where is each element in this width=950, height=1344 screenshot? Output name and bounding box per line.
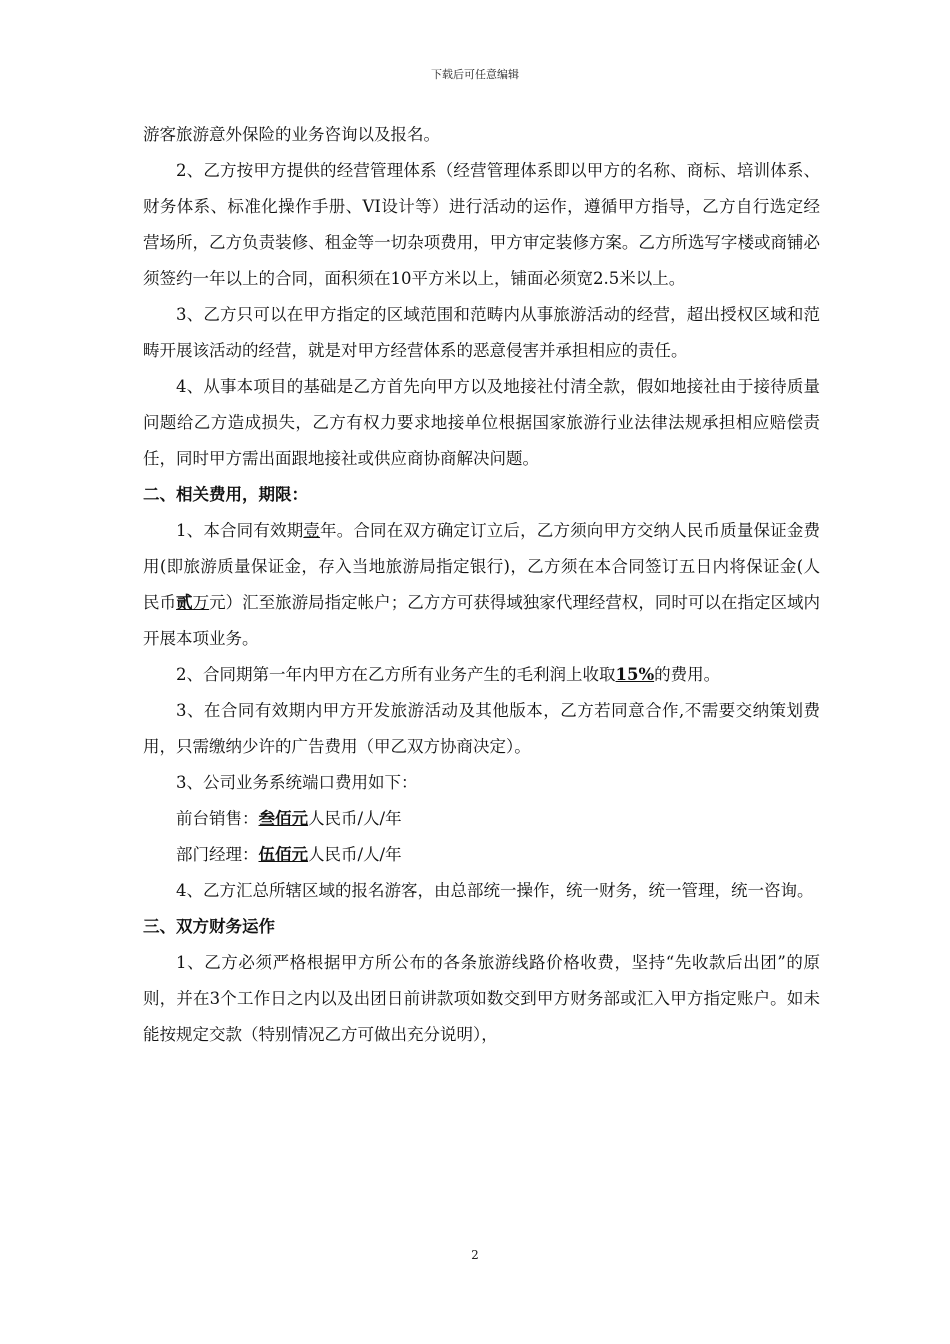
fee-manager-value: 伍佰元 [258,845,308,864]
document-body [143,117,820,1053]
fee-1-text-c: 元）汇至旅游局指定帐户；乙方方可获得域独家代理经营权，同时可以在指定区域内开展本项业务。 [143,593,821,648]
fee-manager-unit: 人民币/人/年 [308,845,402,864]
fee-1-text-a: 1、本合同有效期 [176,521,304,540]
deposit-amount-unit: 万 [192,593,210,612]
fee-1-text-b: 年。合同在双方确定订立后，乙方须向甲方交纳人民币质量保证金费用(即旅游质量保证金，存入当地旅游局指定银行)，乙方须在本合同签订五日内将保证金(人民币 [143,521,821,612]
fee-row-front-desk [143,801,820,837]
page-header: 下载后可任意编辑 [431,68,519,81]
fee-front-desk-label: 前台销售： [176,809,259,828]
paragraph-fee-4: 4、乙方汇总所辖区域的报名游客，由总部统一操作，统一财务，统一管理，统一咨询。 [176,881,814,900]
section-heading-fees: 二、相关费用，期限： [143,485,308,504]
paragraph-fee-3: 3、在合同有效期内甲方开发旅游活动及其他版本，乙方若同意合作,不需要交纳策划费用，只需缴纳少许的广告费用（甲乙双方协商决定）。 [143,701,820,756]
fee-front-desk-unit: 人民币/人/年 [308,809,402,828]
fee-front-desk-value: 叁佰元 [258,809,308,828]
paragraph-intro: 游客旅游意外保险的业务咨询以及报名。 [143,125,440,144]
fee-2-text-a: 2、合同期第一年内甲方在乙方所有业务产生的毛利润上收取 [176,665,616,684]
paragraph-fee-3b: 3、公司业务系统端口费用如下： [176,773,418,792]
paragraph-fee-2 [143,657,820,693]
deposit-amount-bold: 贰 [176,593,193,612]
paragraph-finance-1: 1、乙方必须严格根据甲方所公布的各条旅游线路价格收费，坚持“先收款后出团”的原则，并在3个工作日之内以及出团日前讲款项如数交到甲方财务部或汇入甲方指定账户。如未能按规定交款（特别情况乙方可做出充分说明）， [143,953,820,1044]
fee-manager-label: 部门经理： [176,845,259,864]
fee-2-text-b: 的费用。 [654,665,721,684]
fee-row-manager [143,837,820,873]
paragraph-clause-4: 4、从事本项目的基础是乙方首先向甲方以及地接社付清全款，假如地接社由于接待质量问题给乙方造成损失，乙方有权力要求地接单位根据国家旅游行业法律法规承担相应赔偿责任，同时甲方需出面跟地接社或供应商协商解决问题。 [143,377,820,468]
paragraph-clause-2: 2、乙方按甲方提供的经营管理体系（经营管理体系即以甲方的名称、商标、培训体系、财务体系、标准化操作手册、VI设计等）进行活动的运作，遵循甲方指导，乙方自行选定经营场所，乙方负责装修、租金等一切杂项费用，甲方审定装修方案。乙方所选写字楼或商铺必须签约一年以上的合同，面积须在10平方米以上，铺面必须宽2.5米以上。 [143,161,820,288]
contract-term: 壹 [303,521,321,540]
profit-percentage: 15% [615,665,655,684]
section-heading-finance: 三、双方财务运作 [143,917,275,936]
paragraph-clause-3: 3、乙方只可以在甲方指定的区域范围和范畴内从事旅游活动的经营，超出授权区域和范畴开展该活动的经营，就是对甲方经营体系的恶意侵害并承担相应的责任。 [143,305,820,360]
paragraph-fee-1 [143,513,820,657]
page-number: 2 [471,1248,479,1262]
